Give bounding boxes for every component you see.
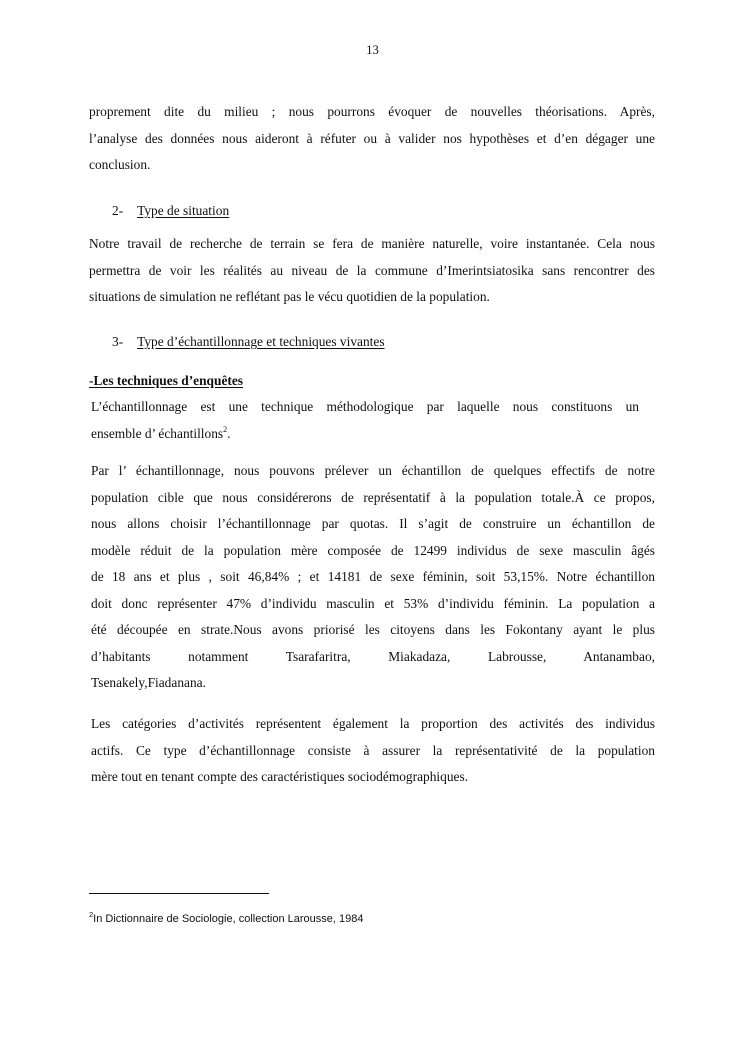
section-title: Type d’échantillonnage et techniques vivantes <box>137 334 385 349</box>
text-line: conclusion. <box>89 157 151 172</box>
definition-period: . <box>227 425 231 441</box>
footnote-text: In Dictionnaire de Sociologie, collection Larousse, 1984 <box>93 913 364 925</box>
subheading-techniques-enquetes: -Les techniques d’enquêtes <box>89 373 243 388</box>
text-line: Notre travail de recherche de terrain se fera de manière naturelle, voire instantanée. Cela nous <box>89 236 655 251</box>
section-number: 2- <box>112 203 124 218</box>
text-line: actifs. Ce type d’échantillonnage consiste à assurer la représentativité de la population <box>91 742 655 758</box>
definition-text: ensemble d’ échantillons <box>91 425 224 441</box>
text-line: situations de simulation ne reflétant pas le vécu quotidien de la population. <box>89 289 490 304</box>
footnote-separator <box>89 893 269 894</box>
categories-paragraph <box>91 711 655 791</box>
text-line: de 18 ans et plus , soit 46,84% ; et 14181 de sexe féminin, soit 53,15%. Notre échantillon <box>91 569 655 584</box>
text-line: mère tout en tenant compte des caractéristiques sociodémographiques. <box>91 769 469 784</box>
text-line: permettra de voir les réalités au niveau de la commune d’Imerintsiatosika sans rencontrer des <box>89 262 655 278</box>
text-line <box>91 421 639 448</box>
text-line: population cible que nous considérerons de représentatif à la population totale.À ce propos, <box>91 489 655 505</box>
footnote-number: 2 <box>89 910 94 919</box>
text-line: L’échantillonnage est une technique méthodologique par laquelle nous constituons un <box>91 399 639 414</box>
situation-paragraph <box>89 231 655 311</box>
text-line: été découpée en strate.Nous avons priorisé les citoyens dans les Fokontany ayant le plus <box>91 622 655 637</box>
text-line: modèle réduit de la population mère composée de 12499 individus de sexe masculin âgés <box>91 542 655 558</box>
page-number: 13 <box>366 43 379 57</box>
definition-paragraph <box>91 394 639 447</box>
text-line: l’analyse des données nous aideront à réfuter ou à valider nos hypothèses et d’en dégager une <box>89 130 655 146</box>
section-title: Type de situation <box>137 203 230 218</box>
section-heading-type-de-situation <box>112 203 229 219</box>
text-line: Tsenakely,Fiadanana. <box>91 675 206 690</box>
footnote <box>89 910 364 925</box>
text-line: proprement dite du milieu ; nous pourrons évoquer de nouvelles théorisations. Après, <box>89 104 655 119</box>
text-line: Par l’ échantillonnage, nous pouvons prélever un échantillon de quelques effectifs de notre <box>91 463 655 478</box>
quota-paragraph <box>91 458 655 697</box>
text-line: d’habitants notamment Tsarafaritra, Miakadaza, Labrousse, Antanambao, <box>91 648 655 664</box>
text-line: Les catégories d’activités représentent également la proportion des activités des individus <box>91 716 655 731</box>
text-line: doit donc représenter 47% d’individu masculin et 53% d’individu féminin. La population a <box>91 595 655 611</box>
section-heading-echantillonnage <box>112 334 385 350</box>
intro-paragraph <box>89 99 655 179</box>
section-number: 3- <box>112 334 124 349</box>
footnote-reference: 2 <box>223 424 228 434</box>
text-line: nous allons choisir l’échantillonnage par quotas. Il s’agit de construire un échantillon de <box>91 516 655 531</box>
